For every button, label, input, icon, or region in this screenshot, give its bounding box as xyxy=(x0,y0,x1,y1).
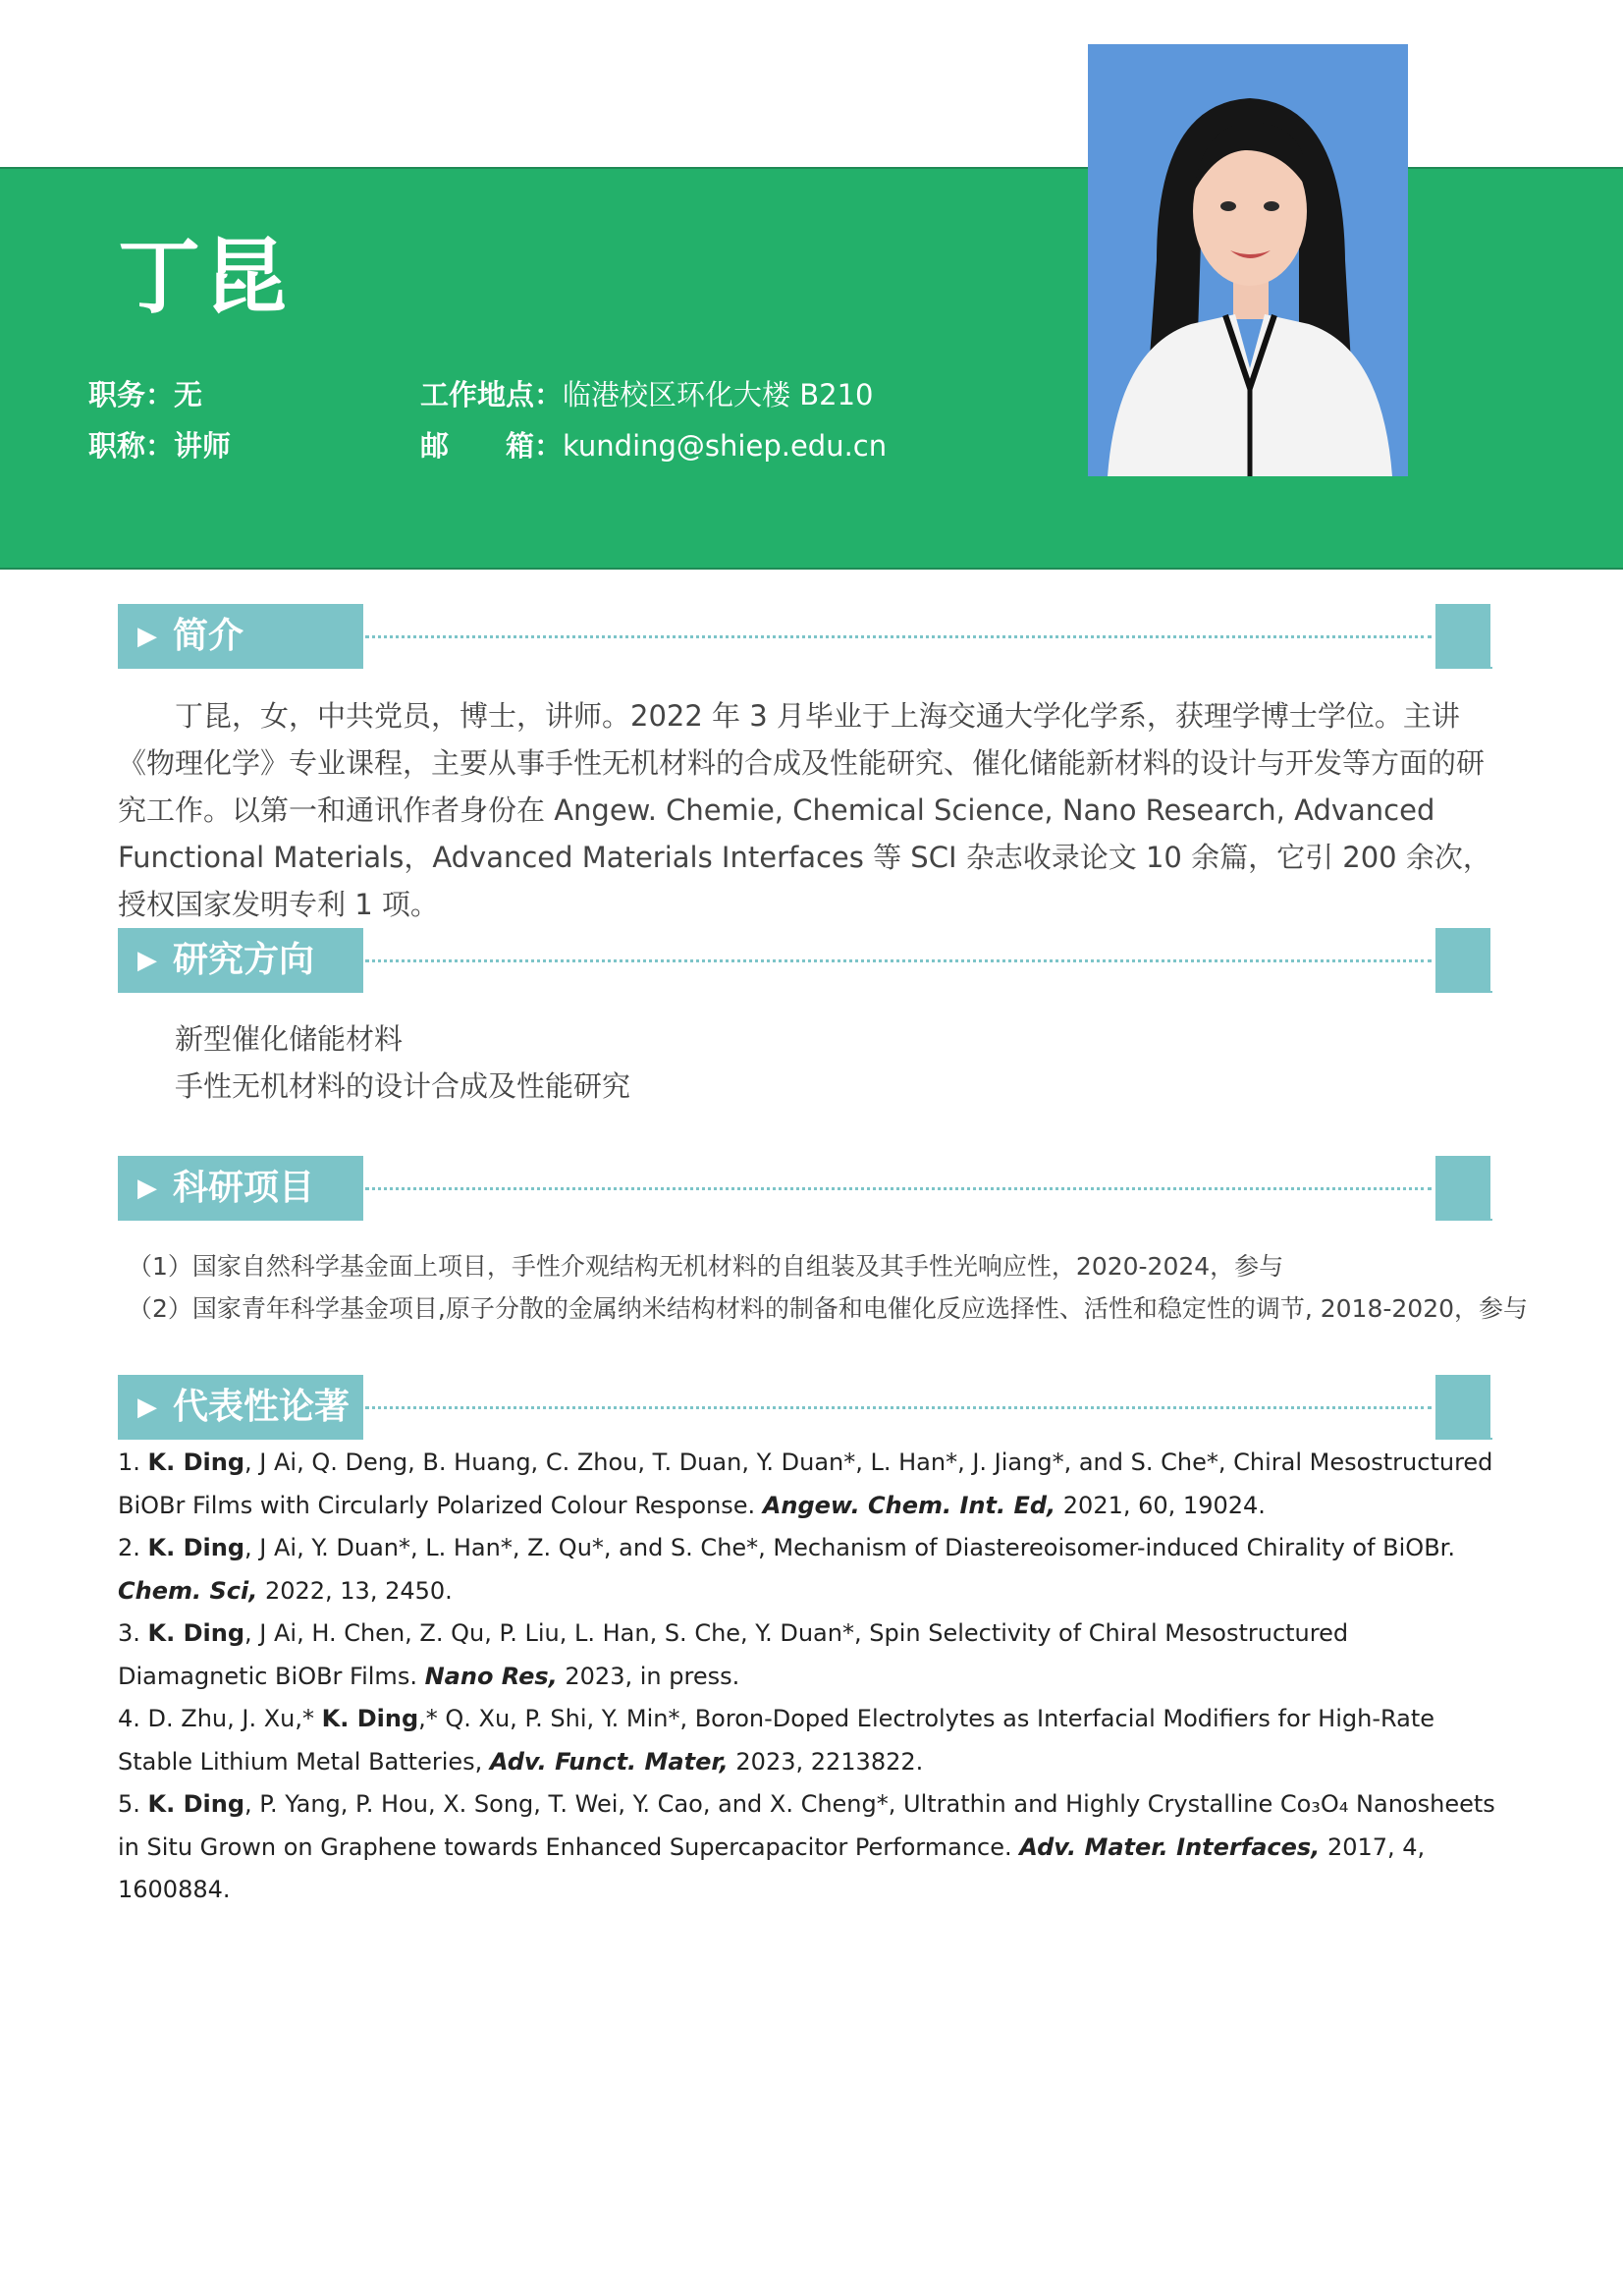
pub-journal: Adv. Funct. Mater, xyxy=(489,1747,729,1776)
title-value: 讲师 xyxy=(174,429,232,463)
intro-paragraph: 丁昆，女，中共党员，博士，讲师。2022 年 3 月毕业于上海交通大学化学系，获理学博士学位。主讲《物理化学》专业课程，主要从事手性无机材料的合成及性能研究、催化储能新材料的设计与开发等方面的研究工作。以第一和通讯作者身份在 Angew. Chemie, Chemical Science, Nano Research, Advanced Functional Materials，Advanced Materials Interfaces 等 SCI 杂志收录论文 10 余篇，它引 200 余次，授权国家发明专利 1 项。 xyxy=(118,699,1491,921)
position-label: 职务： xyxy=(88,378,175,411)
pub-number: 1. xyxy=(118,1449,148,1476)
pub-author: K. Ding xyxy=(321,1705,419,1732)
pub-number: 2. xyxy=(118,1534,148,1561)
person-name: 丁昆 xyxy=(118,229,292,325)
section-label-publications xyxy=(118,1375,363,1440)
dotted-divider xyxy=(365,1187,1432,1190)
pub-tail: 2021, 60, 19024. xyxy=(1055,1491,1266,1519)
pub-author: K. Ding xyxy=(147,1449,245,1476)
pub-tail: 2023, 2213822. xyxy=(728,1747,924,1776)
dotted-divider xyxy=(365,1406,1432,1409)
pub-body: , J Ai, H. Chen, Z. Qu, P. Liu, L. Han, S. Che, Y. Duan*, Spin Selectivity of Chiral Mesostructured Diamagnetic BiOBr Films. xyxy=(118,1619,1349,1690)
dotted-divider xyxy=(365,635,1432,638)
pub-coauthors-lead: D. Zhu, J. Xu,* xyxy=(147,1705,322,1732)
publication-item xyxy=(118,1698,1502,1783)
section-title-intro: 简介 xyxy=(173,616,244,656)
dotted-divider xyxy=(365,959,1432,962)
research-item: 手性无机材料的设计合成及性能研究 xyxy=(175,1069,631,1103)
play-triangle-icon: ▶ xyxy=(137,1393,157,1422)
pub-body: , J Ai, Q. Deng, B. Huang, C. Zhou, T. Duan, Y. Duan*, L. Han*, J. Jiang*, and S. Che*, Chiral Mesostructured BiOBr Films with Circularly Polarized Colour Response. xyxy=(118,1449,1493,1519)
location-value: 临港校区环化大楼 B210 xyxy=(563,378,874,411)
pub-body: , J Ai, Y. Duan*, L. Han*, Z. Qu*, and S. Che*, Mechanism of Diastereoisomer-induced Chirality of BiOBr. xyxy=(244,1534,1455,1561)
research-item: 新型催化储能材料 xyxy=(175,1022,404,1056)
portrait-illustration xyxy=(1088,44,1408,476)
pub-journal: Adv. Mater. Interfaces, xyxy=(1019,1832,1321,1861)
pub-journal: Chem. Sci, xyxy=(118,1576,258,1605)
section-end-block xyxy=(1435,1375,1490,1440)
publication-item xyxy=(118,1442,1502,1527)
pub-number: 4. xyxy=(118,1705,148,1732)
pub-journal: Nano Res, xyxy=(424,1662,558,1690)
section-header-projects xyxy=(118,1156,1492,1221)
publication-item xyxy=(118,1527,1502,1613)
section-header-intro xyxy=(118,604,1492,669)
section-header-publications xyxy=(118,1375,1492,1440)
section-end-block xyxy=(1435,604,1490,669)
section-title-projects: 科研项目 xyxy=(173,1168,315,1208)
email-field xyxy=(420,424,887,465)
publication-list xyxy=(118,1442,1502,1912)
publication-item xyxy=(118,1613,1502,1698)
section-end-tick xyxy=(1488,1438,1492,1440)
section-end-tick xyxy=(1488,991,1492,993)
section-label-intro xyxy=(118,604,363,669)
section-title-research: 研究方向 xyxy=(173,940,315,980)
pub-tail: 2022, 13, 2450. xyxy=(257,1576,453,1605)
section-end-tick xyxy=(1488,667,1492,669)
position-field xyxy=(88,373,202,413)
pub-tail: 2017, 4, 1600884. xyxy=(118,1832,1426,1903)
pub-author: K. Ding xyxy=(147,1534,245,1561)
project-item: （2）国家青年科学基金项目,原子分散的金属纳米结构材料的制备和电催化反应选择性、活性和稳定性的调节, 2018-2020，参与 xyxy=(128,1294,1529,1323)
pub-author: K. Ding xyxy=(147,1619,245,1647)
pub-author: K. Ding xyxy=(147,1790,245,1818)
location-field xyxy=(420,373,873,413)
portrait-photo xyxy=(1088,44,1408,476)
section-end-tick xyxy=(1488,1219,1492,1221)
email-label: 邮 箱： xyxy=(420,429,564,463)
section-header-research xyxy=(118,928,1492,993)
title-label: 职称： xyxy=(88,429,175,463)
pub-number: 3. xyxy=(118,1619,148,1647)
title-field xyxy=(88,424,231,465)
publication-item xyxy=(118,1783,1502,1912)
play-triangle-icon: ▶ xyxy=(137,1174,157,1203)
pub-number: 5. xyxy=(118,1790,148,1818)
play-triangle-icon: ▶ xyxy=(137,946,157,975)
position-value: 无 xyxy=(174,378,203,411)
pub-body: , P. Yang, P. Hou, X. Song, T. Wei, Y. Cao, and X. Cheng*, Ultrathin and Highly Crystalline Co₃O₄ Nanosheets in Situ Grown on Graphene towards Enhanced Supercapacitor Performance. xyxy=(118,1790,1495,1861)
section-title-publications: 代表性论著 xyxy=(173,1387,351,1427)
play-triangle-icon: ▶ xyxy=(137,622,157,651)
pub-body: ,* Q. Xu, P. Shi, Y. Min*, Boron-Doped Electrolytes as Interfacial Modifiers for High-Rate Stable Lithium Metal Batteries, xyxy=(118,1705,1435,1776)
pub-tail: 2023, in press. xyxy=(557,1662,740,1690)
project-item: （1）国家自然科学基金面上项目，手性介观结构无机材料的自组装及其手性光响应性，2020-2024，参与 xyxy=(128,1252,1284,1281)
section-end-block xyxy=(1435,1156,1490,1221)
section-label-research xyxy=(118,928,363,993)
section-end-block xyxy=(1435,928,1490,993)
email-value: kunding@shiep.edu.cn xyxy=(563,429,888,463)
section-label-projects xyxy=(118,1156,363,1221)
pub-journal: Angew. Chem. Int. Ed, xyxy=(762,1491,1056,1519)
location-label: 工作地点： xyxy=(420,378,564,411)
